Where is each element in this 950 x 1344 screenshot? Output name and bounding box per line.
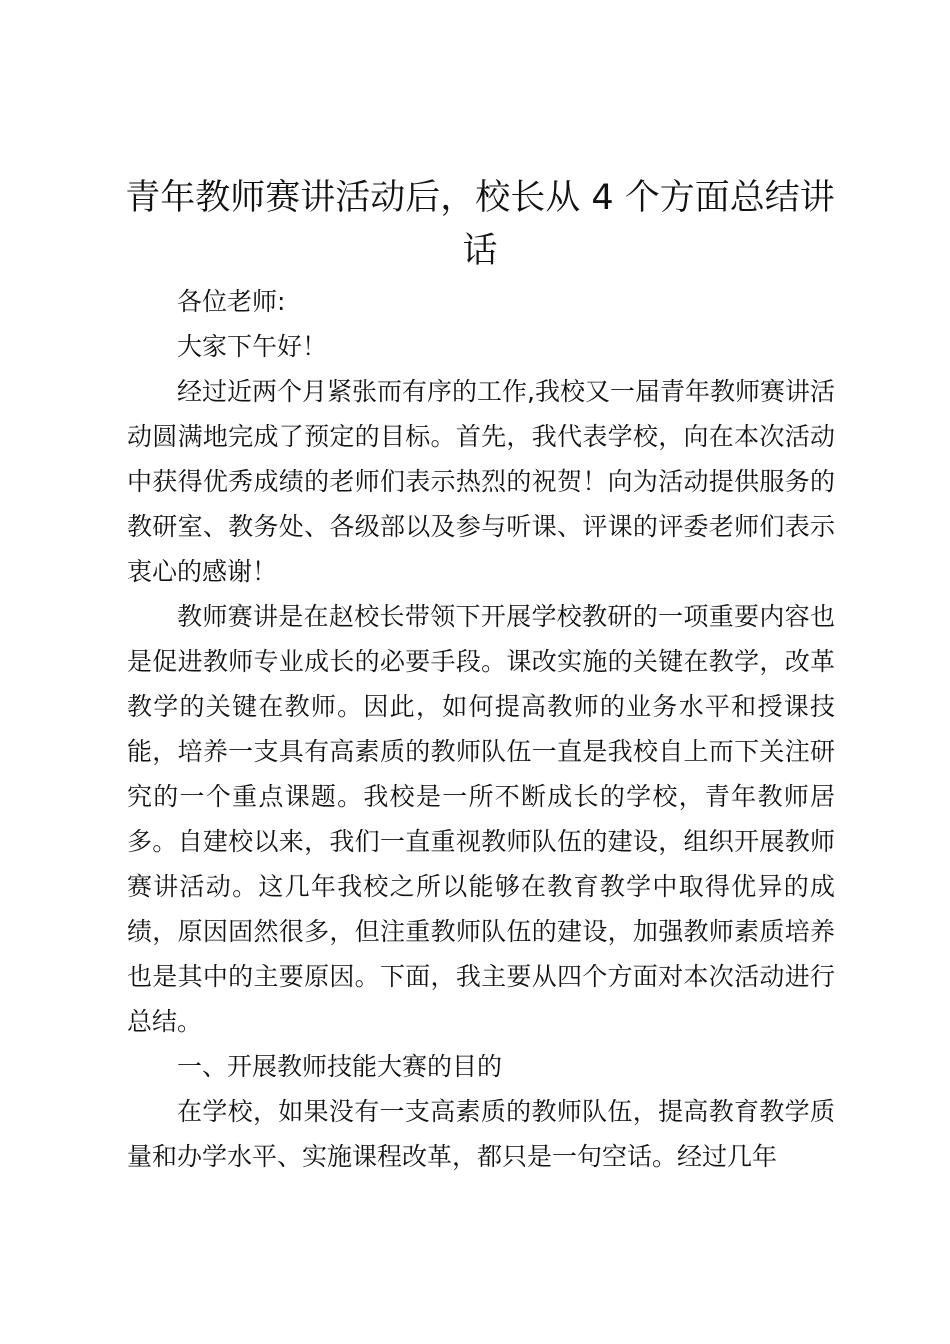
paragraph-background: 教师赛讲是在赵校长带领下开展学校教研的一项重要内容也是促进教师专业成长的必要手段。课改实施的关键在教学，改革教学的关键在教师。因此，如何提高教师的业务水平和授课技能，培养一支具有高素质的教师队伍一直是我校自上而下关注研究的一个重点课题。我校是一所不断成长的学校，青年教师居多。自建校以来，我们一直重视教师队伍的建设，组织开展教师赛讲活动。这几年我校之所以能够在教育教学中取得优异的成绩，原因固然很多，但注重教师队伍的建设，加强教师素质培养也是其中的主要原因。下面，我主要从四个方面对本次活动进行总结。 [127, 602, 835, 1036]
paragraph-greeting: 大家下午好！ [177, 332, 328, 361]
paragraph-intro: 经过近两个月紧张而有序的工作,我校又一届青年教师赛讲活动圆满地完成了预定的目标。首先，我代表学校，向在本次活动中获得优秀成绩的老师们表示热烈的祝贺！向为活动提供服务的教研室、教务处、各级部以及参与听课、评课的评委老师们表示衷心的感谢！ [127, 377, 835, 586]
document-body [127, 279, 835, 1179]
document-title: 青年教师赛讲活动后，校长从 4 个方面总结讲话 [125, 178, 835, 271]
section-heading-1: 一、开展教师技能大赛的目的 [177, 1052, 503, 1081]
paragraph-section-1: 在学校，如果没有一支高素质的教师队伍，提高教育教学质量和办学水平、实施课程改革，都只是一句空话。经过几年 [127, 1097, 835, 1171]
paragraph-salutation: 各位老师: [177, 287, 286, 316]
